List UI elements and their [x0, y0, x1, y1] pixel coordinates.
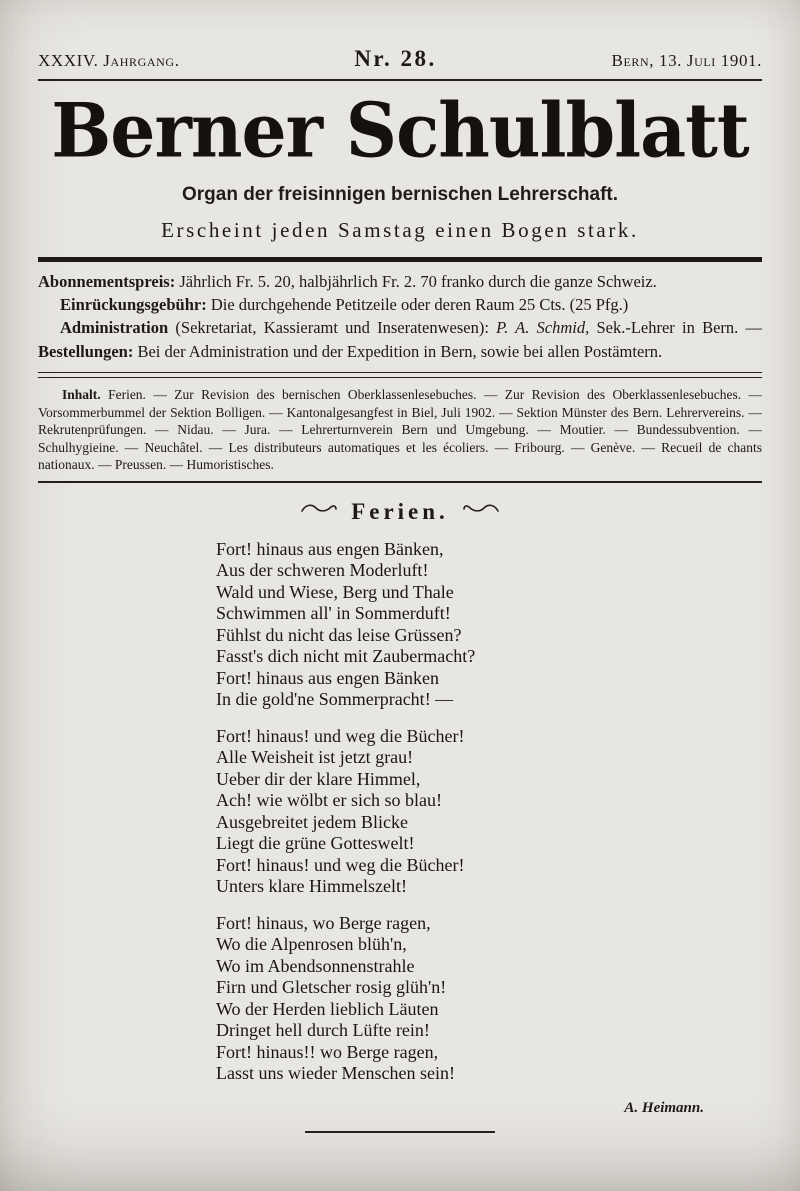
imprint-text: (Sekretariat, Kassieramt und Inseratenwesen):: [168, 318, 497, 338]
contents-block: [38, 386, 762, 474]
poem-line: Fort! hinaus! und weg die Bücher!: [216, 854, 465, 875]
flourish-right-icon: [463, 502, 499, 521]
poem-line: Ausgebreitet jedem Blicke: [216, 811, 408, 832]
poem-line: Ueber dir der klare Himmel,: [216, 768, 421, 789]
poem-line: Lasst uns wieder Menschen sein!: [216, 1063, 455, 1084]
article-title: Ferien.: [351, 498, 449, 524]
poem-line: Fort! hinaus aus engen Bänken: [216, 667, 439, 688]
poem-line: Aus der schweren Moderluft!: [216, 560, 429, 581]
poem-line: Fort! hinaus!! wo Berge ragen,: [216, 1041, 439, 1062]
author-attribution: A. Heimann.: [624, 1099, 704, 1116]
issue-header: [38, 46, 762, 72]
poem-line: Wald und Wiese, Berg und Thale: [216, 581, 454, 602]
poem-line: Liegt die grüne Gotteswelt!: [216, 833, 415, 854]
poem-line: Ach! wie wölbt er sich so blau!: [216, 790, 442, 811]
poem-line: Wo im Abendsonnenstrahle: [216, 955, 415, 976]
section-rule: [38, 481, 762, 483]
poem-line: Alle Weisheit ist jetzt grau!: [216, 747, 414, 768]
poem-line: Fort! hinaus, wo Berge ragen,: [216, 912, 431, 933]
masthead-subtitle: Organ der freisinnigen bernischen Lehrerschaft.: [181, 183, 619, 205]
double-rule: [38, 372, 762, 378]
imprint-text: Sek.-Lehrer in Bern. —: [589, 318, 762, 338]
poem-line: Schwimmen all' in Sommerduft!: [216, 603, 451, 624]
poem-line: Firn und Gletscher rosig glüh'n!: [216, 977, 447, 998]
imprint-person-name: P. A. Schmid,: [496, 318, 590, 338]
poem: [216, 539, 762, 1085]
imprint-label: Einrückungsgebühr:: [60, 294, 207, 314]
contents-text: Ferien. — Zur Revision des bernischen Oberklassenlesebuches. — Zur Revision des Oberklassenlesebuches. — Vorsommerbummel der Sektion Bolligen. — Kantonalgesangfest in Biel, Juli 1902. — Sektion Münster des Bern. Lehrervereins. — Rekrutenprüfungen. — Nidau. — Jura. — Lehrerturnverein Bern und Umgebung. — Moutier. — Bundessubvention. — Schulhygieine. — Neuchâtel. — Les distributeurs automatiques et les écoliers. — Fribourg. — Genève. — Recueil de chants nationaux. — Preussen. — Humoristisches.: [38, 387, 762, 473]
imprint-text: Jährlich Fr. 5. 20, halbjährlich Fr. 2. 70 franko durch die ganze Schweiz.: [175, 271, 657, 291]
imprint-label: Abonnementspreis:: [38, 271, 176, 291]
imprint-block: [38, 270, 762, 364]
poem-line: Fort! hinaus! und weg die Bücher!: [216, 725, 465, 746]
end-rule: [305, 1131, 495, 1133]
contents-paragraph: [38, 386, 762, 474]
imprint-entry-insertion: [38, 293, 762, 316]
imprint-text: Die durchgehende Petitzeile oder deren Raum 25 Cts. (25 Pfg.): [206, 294, 629, 314]
imprint-label: Bestellungen:: [38, 341, 134, 361]
contents-label: Inhalt.: [62, 387, 101, 403]
poem-line: Wo die Alpenrosen blüh'n,: [216, 934, 407, 955]
poem-line: Dringet hell durch Lüfte rein!: [216, 1020, 430, 1041]
poem-stanza-3: [216, 913, 762, 1085]
article-heading: [38, 499, 762, 525]
imprint-text: Bei der Administration und der Expedition in Bern, sowie bei allen Postämtern.: [133, 341, 663, 361]
heavy-rule: [38, 257, 762, 262]
imprint-entry-subscription: [38, 270, 762, 293]
dateline: Bern, 13. Juli 1901.: [611, 51, 762, 70]
flourish-left-icon: [301, 502, 337, 521]
poem-line: Wo der Herden lieblich Läuten: [216, 998, 439, 1019]
poem-line: In die gold'ne Sommerpracht! —: [216, 689, 454, 710]
poem-stanza-2: [216, 726, 762, 898]
imprint-label: Administration: [60, 318, 169, 338]
issue-number: Nr. 28.: [354, 46, 437, 71]
poem-line: Fort! hinaus aus engen Bänken,: [216, 538, 444, 559]
poem-stanza-1: [216, 539, 762, 711]
imprint-entry-administration: [38, 316, 762, 363]
masthead-tagline: Erscheint jeden Samstag einen Bogen stark.: [161, 217, 639, 242]
masthead-title: Berner Schulblatt: [51, 85, 749, 175]
header-rule: [38, 79, 762, 81]
poem-line: Unters klare Himmelszelt!: [216, 876, 407, 897]
poem-line: Fühlst du nicht das leise Grüssen?: [216, 624, 462, 645]
poem-line: Fasst's dich nicht mit Zaubermacht?: [216, 646, 476, 667]
volume-label: XXXIV. Jahrgang.: [38, 51, 180, 70]
